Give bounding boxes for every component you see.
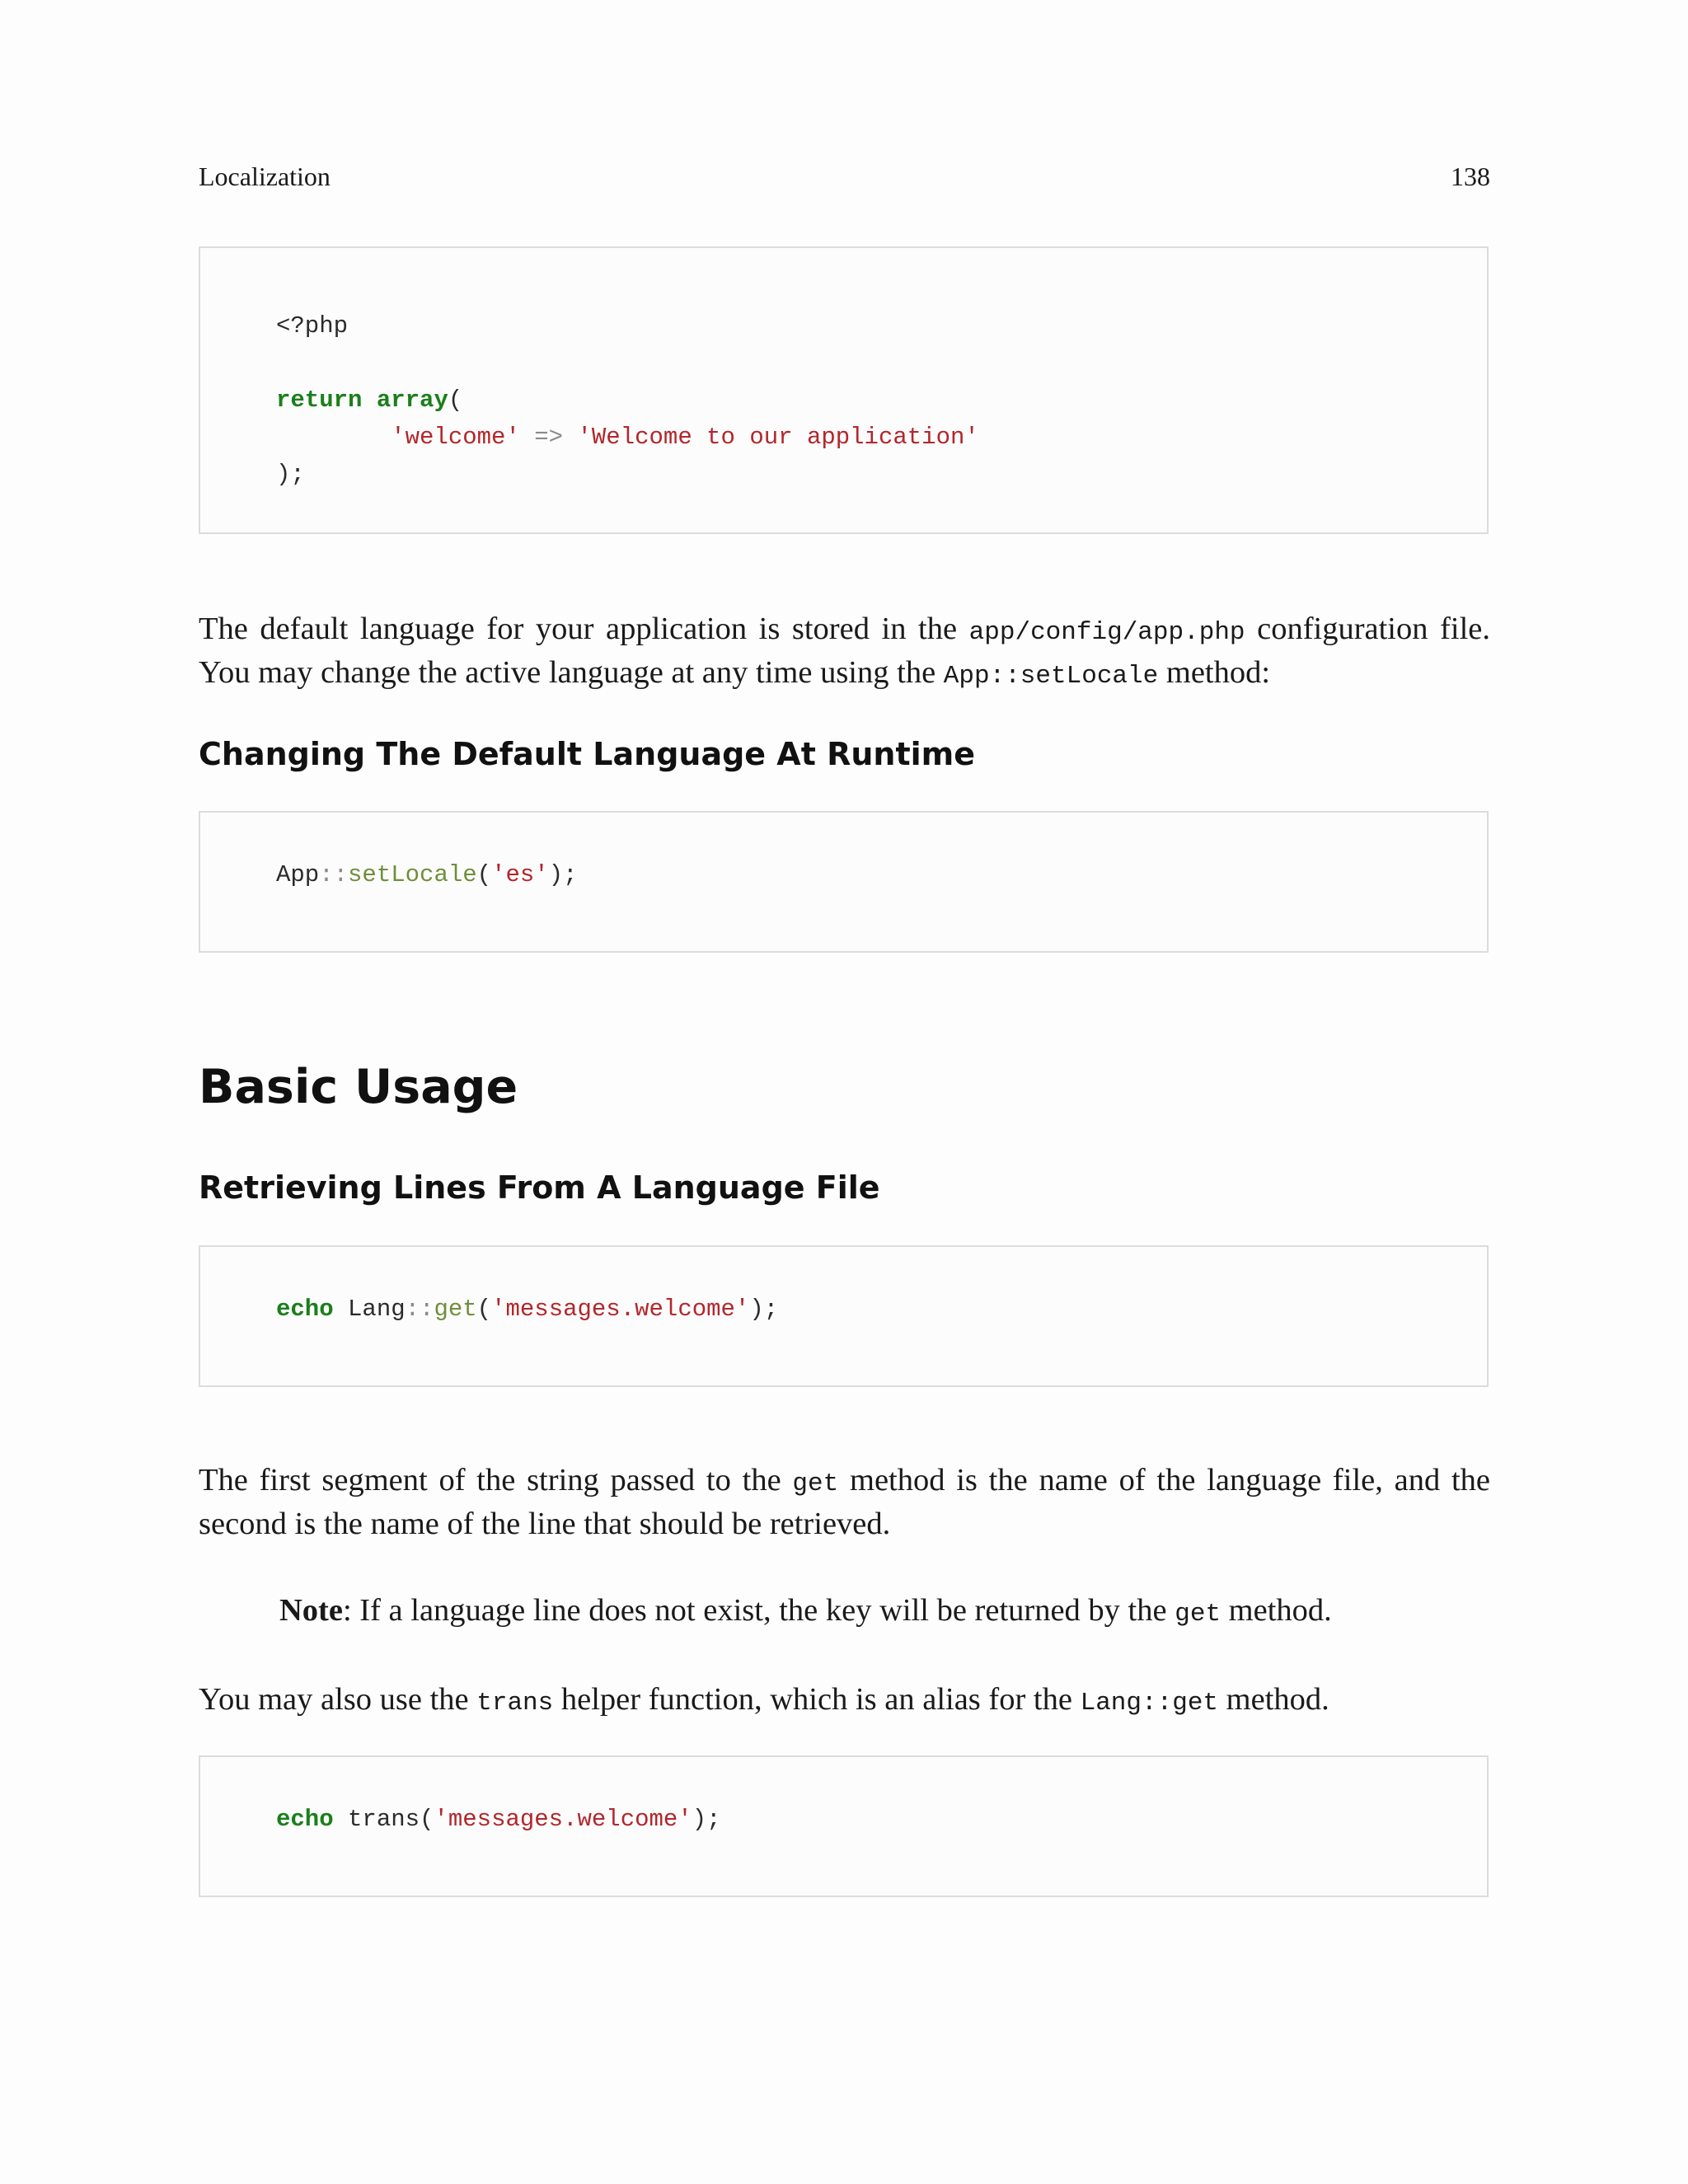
code-close: ); (749, 1296, 779, 1323)
inline-code-config-path: app/config/app.php (968, 618, 1245, 647)
code-block-lang-get (199, 1245, 1489, 1387)
code-lang-get (276, 1291, 778, 1328)
code-setlocale (276, 856, 578, 893)
code-trans (276, 1801, 721, 1838)
code-string-key: 'welcome' (391, 424, 520, 451)
code-string-arg: 'messages.welcome' (434, 1806, 692, 1833)
text: helper function, which is an alias for the (553, 1682, 1081, 1717)
inline-code-setlocale: App::setLocale (943, 662, 1159, 691)
code-arrow-operator: => (534, 424, 564, 451)
text: : If a language line does not exist, the key will be returned by the (342, 1593, 1175, 1628)
code-keyword-echo: echo (276, 1806, 334, 1833)
code-string-arg: 'messages.welcome' (491, 1296, 750, 1323)
inline-code-get: get (1175, 1600, 1221, 1629)
inline-code-lang-get: Lang::get (1080, 1689, 1219, 1718)
code-scope-operator: :: (405, 1296, 434, 1323)
inline-code-get: get (792, 1469, 839, 1498)
code-keyword-array: array (376, 387, 448, 414)
code-keyword-return: return (276, 387, 363, 414)
paragraph-first-segment (199, 1460, 1490, 1544)
code-close: ); (548, 861, 578, 888)
code-block-trans (199, 1755, 1489, 1897)
text: The default language for your application is stored in the (199, 612, 969, 646)
code-paren-open: ( (476, 1296, 492, 1323)
page-number: 138 (1451, 162, 1490, 191)
code-string-arg: 'es' (491, 861, 549, 888)
code-paren-open: ( (476, 861, 492, 888)
code-class-name: Lang (333, 1296, 406, 1323)
code-indent (276, 424, 391, 451)
chapter-title: Localization (199, 162, 331, 191)
text: method: (1158, 655, 1271, 690)
code-class-name: App (276, 861, 320, 888)
heading-changing-default-language: Changing The Default Language At Runtime (199, 736, 976, 772)
running-header (199, 162, 1490, 192)
text: The first segment of the string passed to the (199, 1463, 793, 1497)
text: method. (1218, 1682, 1329, 1717)
note-label: Note (279, 1593, 343, 1628)
text: method is the name of the language file, and the second is the name of the line that should be retrieved. (199, 1463, 1490, 1541)
code-keyword-echo: echo (276, 1296, 334, 1323)
code-scope-operator: :: (319, 861, 349, 888)
text: You may also use the (199, 1682, 477, 1717)
text: configuration file. You may change the active language at any time using the (199, 612, 1491, 690)
code-method-name: setLocale (348, 861, 477, 888)
code-close: ); (692, 1806, 721, 1833)
note-callout (279, 1591, 1475, 1634)
code-string-value: 'Welcome to our application' (577, 424, 979, 451)
heading-basic-usage: Basic Usage (199, 1060, 518, 1114)
code-function-call: trans( (333, 1806, 434, 1833)
code-paren-open: ( (448, 387, 463, 414)
inline-code-trans: trans (476, 1689, 554, 1718)
code-close: ); (276, 461, 305, 488)
text: method. (1221, 1593, 1332, 1628)
paragraph-default-language (199, 609, 1490, 696)
code-method-name: get (434, 1296, 477, 1323)
code-lang-file (276, 307, 979, 493)
paragraph-trans-helper (199, 1680, 1490, 1723)
heading-retrieving-lines: Retrieving Lines From A Language File (199, 1169, 880, 1206)
code-block-lang-file (199, 246, 1489, 534)
code-php-tag: <?php (276, 312, 349, 340)
code-block-setlocale (199, 811, 1489, 953)
